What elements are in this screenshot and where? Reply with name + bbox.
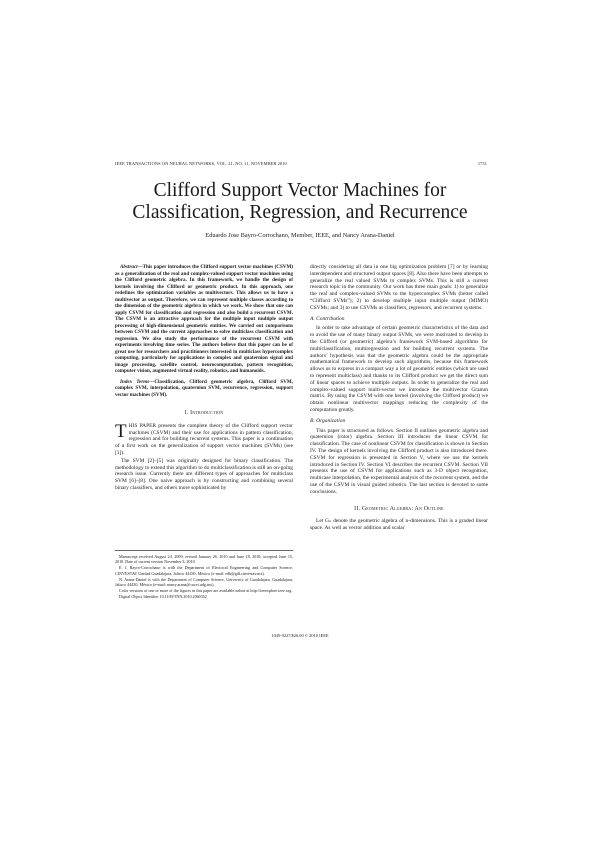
organization-paragraph: This paper is structured as follows. Section II outlines geometric algebra and quaternion (rotor) algebra. Section III introduces the linear CSVM for classification. The case of nonlinear CSVM for classification is shown in Section IV. The design of kernels involving the Clifford product is also introduced there. CSVM for regression is presented in Section V, where we use the kernels introduced in Section IV. Section VI describes the recurrent CSVM. Section VII presents the use of CSVM for applications such as 3-D object recognition, multicase interpolation, the experimental analysis of the recurrent system, and the use of the CSVM in visual guided robotics. The last section is devoted to some conclusions.: [310, 427, 488, 495]
geometric-algebra-paragraph: Let Gₙ denote the geometric algebra of n-dimensions. This is a graded linear space. As well as vector addition and scalar: [310, 518, 488, 532]
section-2-heading: II. Geometric Algebra: An Outline: [354, 505, 444, 512]
footnote-doi: Digital Object Identifier 10.1109/TNN.2010.2060352: [119, 594, 207, 600]
footnote-received: Manuscript received August 24, 2009; revised January 26, 2010 and June 18, 2010; accepted June 15, 2010. Date of current version November 3, 2010.: [115, 554, 293, 565]
subsection-organization-heading: B. Organization: [310, 417, 346, 424]
index-terms: [115, 379, 293, 399]
drop-cap: T: [115, 420, 127, 442]
index-terms-text: —Classification, Clifford geometric algebra, Clifford SVM, complex SVM, interpolation, quaternion SVM, recurrence, regression, support vector machines (SVM).: [115, 378, 293, 398]
subsection-contribution-heading: A. Contribution: [310, 315, 345, 322]
footnote-author-1: E. J. Bayro-Corrochano is with the Department of Electrical Engineering and Computer Science, CINVESTAV Unidad Guadalajara, Jalisco 44430, México (e-mail: edb@gdl.cinvestav.mx).: [115, 565, 293, 576]
footnote-color: Color versions of one or more of the figures in this paper are available online at http://ieeexplore.ieee.org.: [119, 588, 293, 594]
intro-paragraph-1: [115, 420, 293, 457]
paper-title: [80, 180, 520, 224]
section-1-heading: I. Introduction: [184, 410, 224, 416]
running-header: [115, 161, 487, 166]
title-line-1: Clifford Support Vector Machines for: [153, 180, 447, 201]
contribution-paragraph: In order to take advantage of certain geometric characteristics of the data and to avoid the use of many binary output SVMs, we were motivated to develop in the Clifford (or geometric) algebra’s framework SVM-based algorithms for multiclassification, multiregression and for building recurrent systems. The authors’ hypothesis was that the geometric algebra could be the appropriate mathematical framework to develop such algorithms, because this framework allows us to express in a compact way a lot of geometric entities (which are used to represent multiclass) and thanks to its Clifford product we get the direct sum of linear spaces to achieve multiple outputs. In order to generalize the real and complex-valued support multi-vector we introduce the multivector Gramm matrix. By using the CSVM with one kernel (involving the Clifford product) we obtain nonlinear multivector mappings reducing the complexity of the computation greatly.: [310, 325, 488, 413]
journal-header: IEEE TRANSACTIONS ON NEURAL NETWORKS, VOL. 21, NO. 11, NOVEMBER 2010: [115, 161, 287, 166]
footnotes: [115, 550, 293, 601]
abstract: [115, 264, 293, 375]
intro-paragraph-1-text: HIS PAPER presents the complete theory of the Clifford support vector machines (CSVM) and their use for applications in pattern classification, regression and for building recurrent systems. This paper is a continuation of a first work on the generalization of support vector machines (SVMs) (see [1]).: [115, 422, 293, 456]
title-line-2: Classification, Regression, and Recurrence: [132, 202, 468, 223]
footnote-author-2: N. Arana-Daniel is with the Department of Computer Science, University of Guadalajara, Guadalajara, Jalisco 44430, México (e-mail: nancy.arana@cucei.udg.mx).: [115, 576, 293, 588]
abstract-text: —This paper introduces the Clifford support vector machines (CSVM) as a generalization of the real and complex-valued support vector machines using the Clifford geometric algebra. In this framework, we handle the design of kernels involving the Clifford or geometric product. In this approach, one redefines the optimization variables as multivectors. This allows us to have a multivector as output. Therefore, we can represent multiple classes according to the dimension of the geometric algebra in which we work. We show that one can apply CSVM for classification and regression and also build a recurrent CSVM. The CSVM is an attractive approach for the multiple input multiple output processing of high-dimensional geometric entities. We carried out comparisons between CSVM and the current approaches to solve multiclass classification and regression. We also study the performance of the recurrent CSVM with experiments involving time series. The authors believe that this paper can be of great use for researchers and practitioners interested in multiclass hypercomplex computing, particularly for applications in complex and quaternion signal and image processing, satellite control, neurocomputation, pattern recognition, computer vision, augmented virtual reality, robotics, and humanoids.: [115, 264, 293, 374]
index-terms-label: Index Terms: [120, 378, 150, 385]
intro-paragraph-2: The SVM [2]–[5] was originally designed for binary classification. The methodology to extend this algorithm to do multiclassification is still an on-going research issue. Currently there are different types of approaches for multiclass SVM [6]–[8]. One naive approach is by constructing and combining several binary classifiers, and others more sophisticated by: [115, 457, 293, 491]
authors: Eduardo Jose Bayro-Corrochano, Member, IEEE, and Nancy Arana-Daniel: [205, 232, 395, 239]
abstract-label: Abstract: [120, 264, 138, 270]
left-column: [115, 264, 293, 493]
copyright-line: 1045-9227/$26.00 © 2010 IEEE: [271, 633, 329, 638]
right-paragraph-1: directly considering all data in one big optimization problem [7] or by learning interdependent and structured output spaces [8]. Also there have been attempts to generalize the real valued SVMs to complex SVMs. This is still a current research topic in the community. Our work has three main goals: 1) to generalize the real and complex-valued SVMs to the hypercomplex SVMs (better called “Clifford SVMs”); 2) to develop multiple input multiple output (MIMO) CSVMs; and 3) to use CSVMs as classifiers, regressors, and recurrent systems.: [310, 264, 488, 311]
right-column: [310, 264, 488, 533]
page-number: 1731: [477, 161, 487, 166]
